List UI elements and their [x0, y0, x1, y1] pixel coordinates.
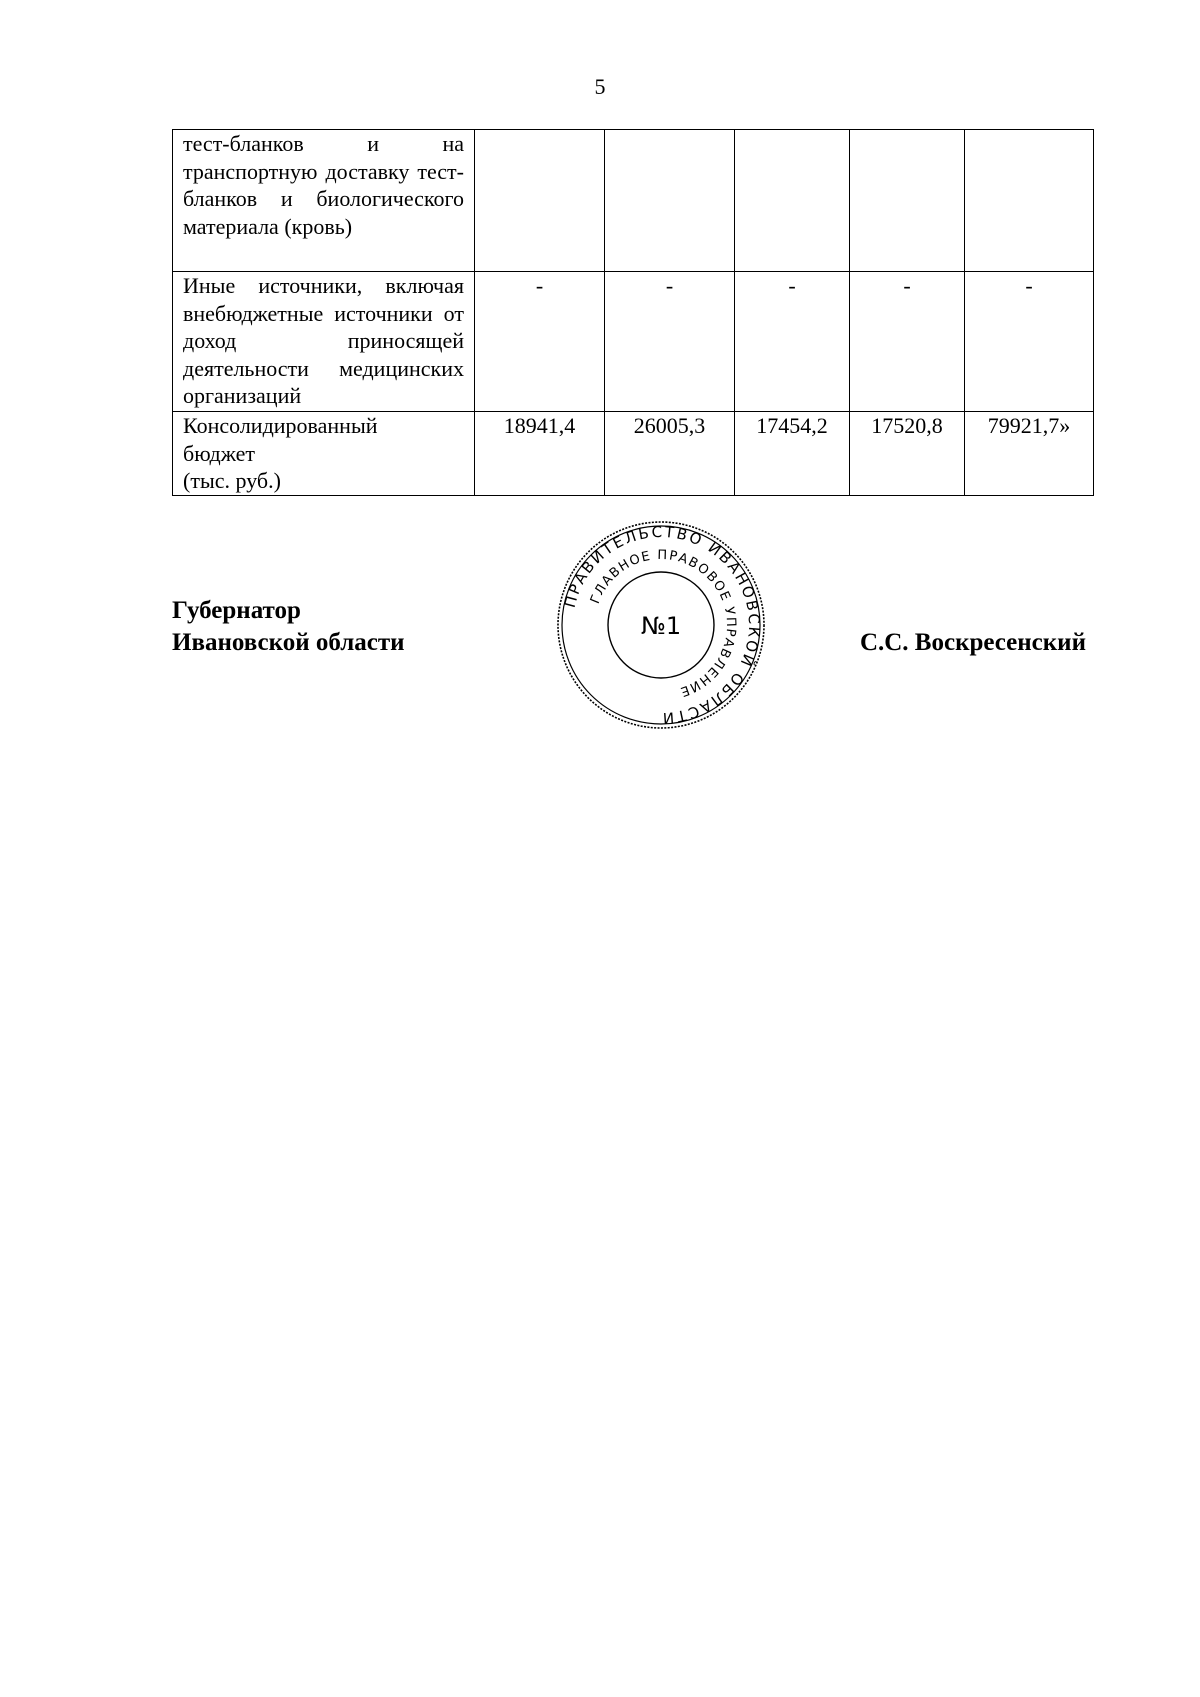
row-label: Иные источники, включая внебюджетные источники от доход приносящей деятельности медицинских организаций — [173, 272, 475, 412]
value-cell — [475, 130, 605, 272]
value-cell: - — [965, 272, 1094, 412]
value-cell: 17520,8 — [850, 412, 965, 496]
row-label-line: Консолидированный — [183, 413, 378, 438]
value-cell — [965, 130, 1094, 272]
value-cell: - — [605, 272, 735, 412]
value-cell — [735, 130, 850, 272]
value-cell: - — [850, 272, 965, 412]
value-cell: - — [735, 272, 850, 412]
table-row — [173, 130, 1094, 272]
signatory-name: С.С. Воскресенский — [859, 629, 1086, 656]
budget-table — [172, 129, 1094, 496]
value-cell — [605, 130, 735, 272]
value-cell: 79921,7» — [965, 412, 1094, 496]
seal-inner-text: ГЛАВНОЕ ПРАВОВОЕ УПРАВЛЕНИЕ — [587, 547, 739, 700]
value-cell: 18941,4 — [475, 412, 605, 496]
row-label-line: бюджет — [183, 440, 255, 466]
seal-outer-text: ПРАВИТЕЛЬСТВО ИВАНОВСКОЙ ОБЛАСТИ — [560, 522, 764, 728]
page-number: 5 — [594, 74, 606, 99]
value-cell: 17454,2 — [735, 412, 850, 496]
row-label: тест-бланков и на транспортную доставку тест-бланков и биологического материала (кровь) — [173, 130, 475, 272]
table-row — [173, 272, 1094, 412]
value-cell — [850, 130, 965, 272]
position-line: Губернатор — [172, 597, 301, 624]
value-cell: - — [475, 272, 605, 412]
value-cell: 26005,3 — [605, 412, 735, 496]
official-seal — [556, 520, 766, 730]
row-label — [173, 412, 475, 496]
table-row — [173, 412, 1094, 496]
row-label-line: (тыс. руб.) — [183, 468, 281, 493]
position-line: Ивановской области — [172, 629, 405, 656]
signatory-position — [172, 595, 405, 659]
seal-number: №1 — [640, 612, 682, 640]
seal-graphic — [556, 520, 766, 730]
